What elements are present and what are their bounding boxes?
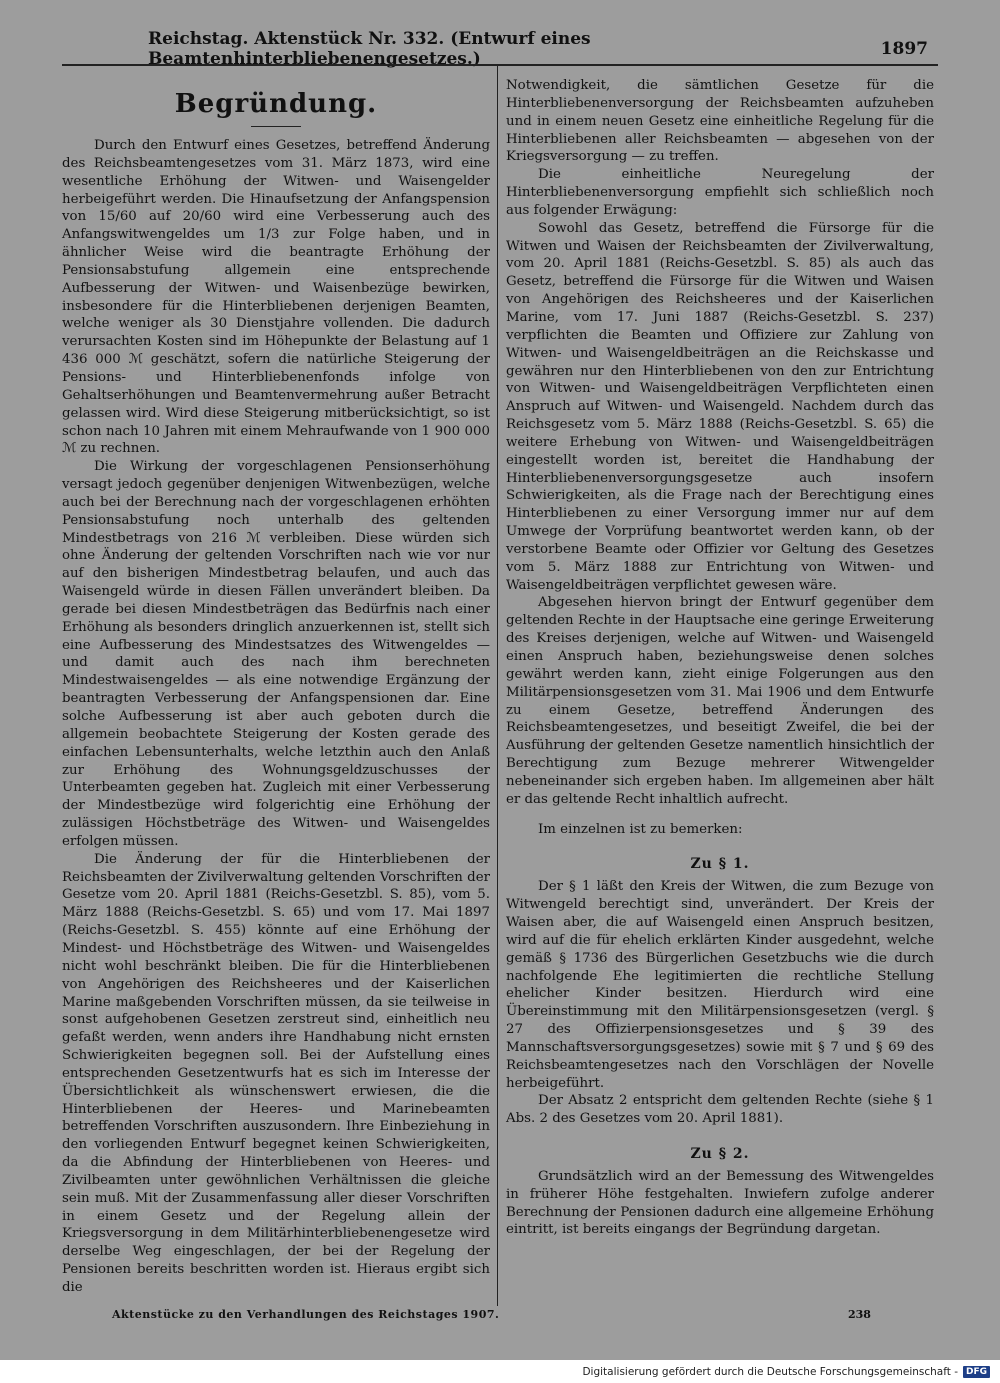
title-rule bbox=[251, 126, 301, 127]
section-heading: Zu § 1. bbox=[690, 856, 750, 873]
credit-text: Digitalisierung gefördert durch die Deutsche Forschungsgemeinschaft - bbox=[582, 1366, 958, 1378]
paragraph: Notwendigkeit, die sämtlichen Gesetze für die Hinterbliebenenversorgung der Reichsbeamten aufzuheben und in einem neuen Gesetz eine einheitliche Regelung für die Hinterbliebenen aller Reichsbeamten — abgesehen von der Kriegsversorgung — zu treffen. bbox=[506, 78, 934, 165]
left-column bbox=[62, 66, 490, 1297]
paragraph: Die einheitliche Neuregelung der Hinterbliebenenversorgung empfiehlt sich schließlich noch aus folgender Erwägung: bbox=[506, 167, 934, 218]
section-heading: Zu § 2. bbox=[690, 1146, 750, 1163]
footer-page-number: 238 bbox=[848, 1308, 871, 1321]
running-title: Reichstag. Aktenstück Nr. 332. (Entwurf eines Beamtenhinterbliebenengesetzes.) bbox=[148, 29, 591, 69]
paragraph: Die Wirkung der vorgeschlagenen Pensionserhöhung versagt jedoch gegenüber denjenigen Witwenbezügen, welche auch bei der Berechnung nach der vorgeschlagenen erhöhten Pensionsabstufung noch unterhalb des geltenden Mindestbetrags von 216 ℳ verbleiben. Diese würden sich ohne Änderung der geltenden Vorschriften nach wie vor nur auf den bisherigen Mindestbetrag belaufen, und auch das Waisengeld würde in diesen Fällen unverändert bleiben. Da gerade bei diesen Mindestbeträgen das Bedürfnis nach einer Erhöhung als besonders dringlich anzuerkennen ist, stellt sich eine Aufbesserung des Mindestsatzes des Witwengeldes — und damit auch des nach ihm berechneten Mindestwaisengeldes — als eine notwendige Ergänzung der beantragten Verbesserung der Anfangspensionen dar. Eine solche Aufbesserung ist aber auch geboten durch die allgemein beobachtete Steigerung der Kosten gerade des einfachen Lebensunterhalts, welche letzthin auch den Anlaß zur Erhöhung des Wohnungsgeldzuschusses der Unterbeamten gegeben hat. Zugleich mit einer Verbesserung der Mindestbezüge wird folgerichtig eine Erhöhung der zulässigen Höchstbeträge des Witwen- und Waisengeldes erfolgen müssen. bbox=[62, 459, 490, 849]
footer-source: Aktenstücke zu den Verhandlungen des Reichstages 1907. bbox=[112, 1308, 500, 1321]
page-title: Begründung. bbox=[174, 89, 378, 119]
paragraph: Durch den Entwurf eines Gesetzes, betreffend Änderung des Reichsbeamtengesetzes vom 31. März 1873, wird eine wesentliche Erhöhung der Witwen- und Waisengelder herbeigeführt werden. Die Hinaufsetzung der Anfangspension von 15/60 auf 20/60 wird eine Verbesserung auch des Anfangswitwengeldes um 1/3 zur Folge haben, und in ähnlicher Weise wird die beantragte Erhöhung der Pensionsabstufung allgemein eine entsprechende Aufbesserung der Witwen- und Waisenbezüge bewirken, insbesondere für die Hinterbliebenen derjenigen Beamten, welche weniger als 30 Dienstjahre vollenden. Die dadurch verursachten Kosten sind im Höhepunkte der Belastung auf 1 436 000 ℳ geschätzt, sofern die natürliche Steigerung der Pensions- und Hinterbliebenenfonds infolge von Gehaltserhöhungen und Beamtenvermehrung außer Betracht gelassen wird. Wird diese Steigerung mitberücksichtigt, so ist schon nach 10 Jahren mit einem Mehraufwande von 1 900 000 ℳ zu rechnen. bbox=[62, 138, 490, 457]
running-header bbox=[148, 29, 928, 69]
paragraph: Sowohl das Gesetz, betreffend die Fürsorge für die Witwen und Waisen der Reichsbeamten der Zivilverwaltung, vom 20. April 1881 (Reichs-Gesetzbl. S. 85) als auch das Gesetz, betreffend die Fürsorge für die Witwen und Waisen von Angehörigen des Reichsheeres und der Kaiserlichen Marine, vom 17. Juni 1887 (Reichs-Gesetzbl. S. 237) verpflichten die Beamten und Offiziere zur Zahlung von Witwen- und Waisengeldbeiträgen an die Reichskasse und gewähren nur den Hinterbliebenen von den zur Entrichtung von Witwen- und Waisengeldbeiträgen Verpflichteten einen Anspruch auf Witwen- und Waisengeld. Nachdem durch das Reichsgesetz vom 5. März 1888 (Reichs-Gesetzbl. S. 65) die weitere Erhebung von Witwen- und Waisengeldbeiträgen eingestellt worden ist, bereitet die Handhabung der Hinterbliebenenversorgungsgesetze auch insofern Schwierigkeiten, als die Frage nach der Berechtigung eines Hinterbliebenen zu einer Versorgung immer nur auf dem Umwege der Vorprüfung beantwortet werden kann, ob der verstorbene Beamte oder Offizier vor Geltung des Gesetzes vom 5. März 1888 zur Entrichtung von Witwen- und Waisengeldbeiträgen verpflichtet gewesen wäre. bbox=[506, 220, 934, 593]
paragraph: Der § 1 läßt den Kreis der Witwen, die zum Bezuge von Witwengeld berechtigt sind, unverändert. Der Kreis der Waisen aber, die auf Waisengeld einen Anspruch besitzen, wird auf die für ehelich erklärten Kinder ausgedehnt, welche gemäß § 1736 des Bürgerlichen Gesetzbuchs wie die durch nachfolgende Ehe legitimierten die rechtliche Stellung ehelicher Kinder besitzen. Hierdurch wird eine Übereinstimmung mit den Militärpensionsgesetzen (vergl. § 27 des Offizierpensionsgesetzes und § 39 des Mannschaftsversorgungsgesetzes) sowie mit § 7 und § 69 des Reichsbeamtengesetzes nach den Vorschlägen der Novelle herbeigeführt. bbox=[506, 879, 934, 1091]
right-column bbox=[506, 77, 934, 1239]
remark: Im einzelnen ist zu bemerken: bbox=[538, 821, 743, 837]
column-divider bbox=[497, 66, 498, 1306]
paragraph: Der Absatz 2 entspricht dem geltenden Rechte (siehe § 1 Abs. 2 des Gesetzes vom 20. April 1881). bbox=[506, 1093, 934, 1127]
paragraph: Abgesehen hiervon bringt der Entwurf gegenüber dem geltenden Rechte in der Hauptsache eine geringe Erweiterung des Kreises derjenigen, welche auf Witwen- und Waisengeld einen Anspruch haben, beziehungsweise denen solches gewährt werden kann, zieht einige Folgerungen aus den Militärpensionsgesetzen vom 31. Mai 1906 und dem Entwurfe zu einem Gesetze, betreffend Änderungen des Reichsbeamtengesetzes, und beseitigt Zweifel, die bei der Ausführung der geltenden Gesetze namentlich hinsichtlich der Berechtigung zum Bezuge mehrerer Witwengelder nebeneinander sich ergeben haben. Im allgemeinen aber hält er das geltende Recht inhaltlich aufrecht. bbox=[506, 595, 934, 807]
paragraph: Die Änderung der für die Hinterbliebenen der Reichsbeamten der Zivilverwaltung geltenden Vorschriften der Gesetze vom 20. April 1881 (Reichs-Gesetzbl. S. 85), vom 5. März 1888 (Reichs-Gesetzbl. S. 65) und vom 17. Mai 1897 (Reichs-Gesetzbl. S. 455) könnte auf eine Erhöhung der Mindest- und Höchstbeträge des Witwen- und Waisengeldes nicht wohl beschränkt bleiben. Die für die Hinterbliebenen von Angehörigen des Reichsheeres und der Kaiserlichen Marine maßgebenden Vorschriften müssen, da sie teilweise in sonst aufgehobenen Gesetzen zerstreut sind, einheitlich neu gefaßt werden, wenn anders ihre Handhabung nicht ernsten Schwierigkeiten begegnen soll. Bei der Aufstellung eines entsprechenden Gesetzentwurfs hat es sich im Interesse der Übersichtlichkeit als wünschenswert erwiesen, die die Hinterbliebenen der Heeres- und Marinebeamten betreffenden Vorschriften auszusondern. Ihre Einbeziehung in den vorliegenden Entwurf begegnet keinen Schwierigkeiten, da die Abfindung der Hinterbliebenen von Heeres- und Zivilbeamten unter gewöhnlichen Verhältnissen die gleiche sein muß. Mit der Zusammenfassung aller dieser Vorschriften in einem Gesetz und der Regelung allein der Kriegsversorgung in dem Militärhinterbliebenengesetze wird derselbe Weg eingeschlagen, der bei der Regelung der Pensionen bereits beschritten worden ist. Hieraus ergibt sich die bbox=[62, 851, 490, 1295]
dfg-logo-icon: DFG bbox=[963, 1366, 990, 1378]
page-number: 1897 bbox=[880, 39, 928, 59]
paragraph: Grundsätzlich wird an der Bemessung des Witwengeldes in früherer Höhe festgehalten. Inwiefern zufolge anderer Berechnung der Pensionen dadurch eine allgemeine Erhöhung eintritt, ist bereits eingangs der Begründung dargetan. bbox=[506, 1168, 934, 1238]
digitization-credit bbox=[582, 1364, 990, 1380]
